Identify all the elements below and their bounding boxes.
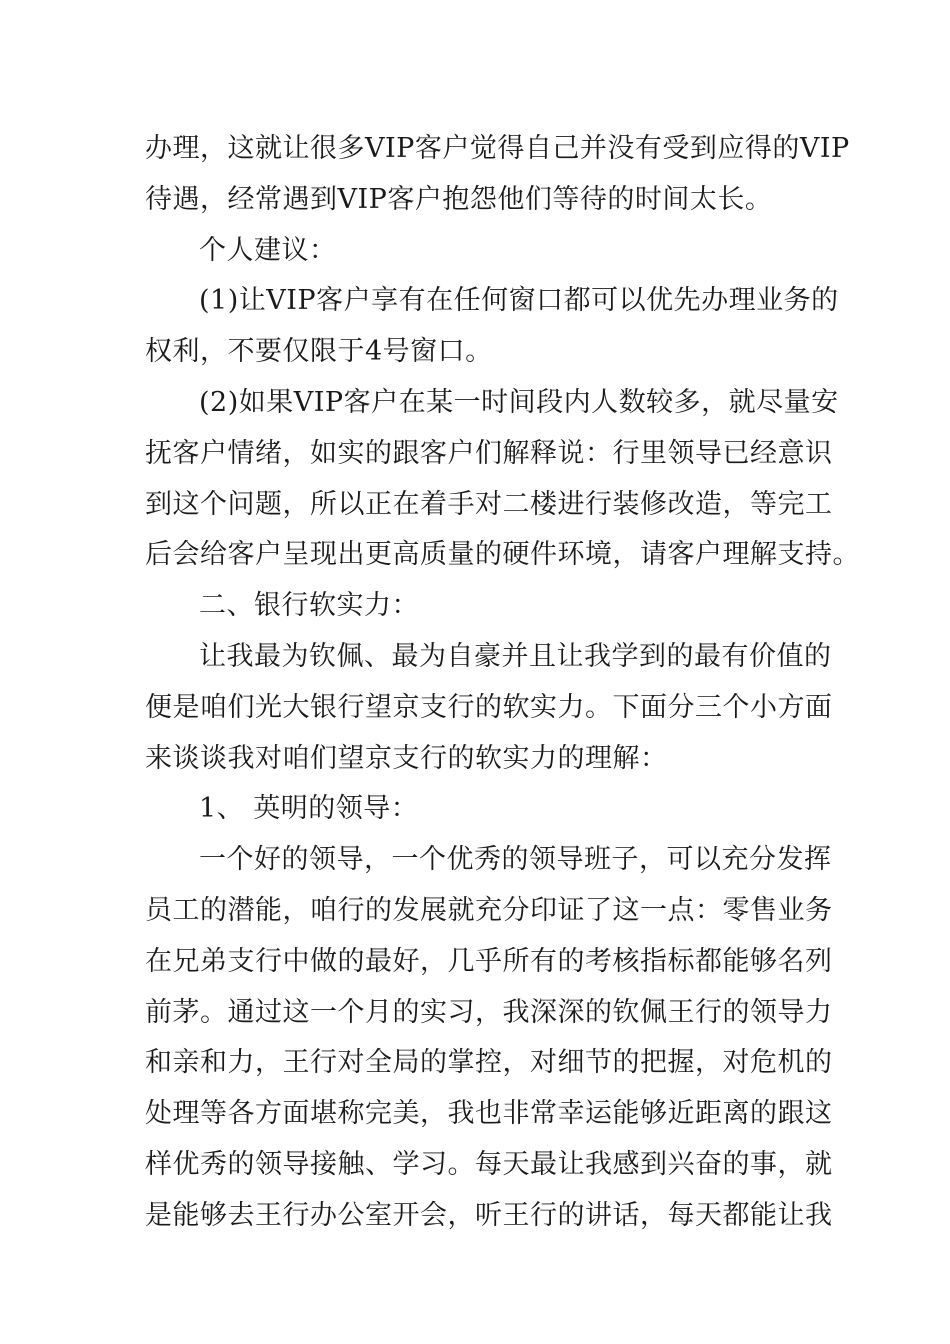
text-line: 是能够去王行办公室开会，听王行的讲话，每天都能让我: [145, 1199, 833, 1231]
text-line: 1、 英明的领导：: [199, 793, 419, 825]
text-line: 二、银行软实力：: [199, 590, 419, 622]
text-line: 让我最为钦佩、最为自豪并且让我学到的最有价值的: [199, 640, 832, 672]
text-line: 待遇，经常遇到VIP客户抱怨他们等待的时间太长。: [145, 183, 773, 215]
text-line: 后会给客户呈现出更高质量的硬件环境，请客户理解支持。: [145, 539, 860, 571]
text-line: 样优秀的领导接触、学习。每天最让我感到兴奋的事，就: [145, 1148, 833, 1180]
document-body: [145, 124, 860, 1242]
text-line: 和亲和力，王行对全局的掌控，对细节的把握，对危机的: [145, 1047, 833, 1079]
text-line: 一个好的领导，一个优秀的领导班子，可以充分发挥: [199, 844, 832, 876]
text-line: 前茅。通过这一个月的实习，我深深的钦佩王行的领导力: [145, 996, 833, 1028]
text-line: 个人建议：: [199, 234, 337, 266]
text-line: 员工的潜能，咱行的发展就充分印证了这一点：零售业务: [145, 894, 833, 926]
text-line: 到这个问题，所以正在着手对二楼进行装修改造，等完工: [145, 488, 833, 520]
text-line: 便是咱们光大银行望京支行的软实力。下面分三个小方面: [145, 691, 833, 723]
text-line: 权利，不要仅限于4号窗口。: [145, 336, 493, 368]
text-line: 抚客户情绪，如实的跟客户们解释说：行里领导已经意识: [145, 437, 833, 469]
text-line: 办理，这就让很多VIP客户觉得自己并没有受到应得的VIP: [145, 133, 850, 164]
text-line: 在兄弟支行中做的最好，几乎所有的考核指标都能够名列: [145, 945, 833, 977]
text-line: 处理等各方面堪称完美，我也非常幸运能够近距离的跟这: [145, 1098, 833, 1130]
text-line: (2)如果VIP客户在某一时间段内人数较多，就尽量安: [199, 386, 839, 418]
text-line: (1)让VIP客户享有在任何窗口都可以优先办理业务的: [199, 285, 839, 317]
text-line: 来谈谈我对咱们望京支行的软实力的理解：: [145, 742, 668, 774]
